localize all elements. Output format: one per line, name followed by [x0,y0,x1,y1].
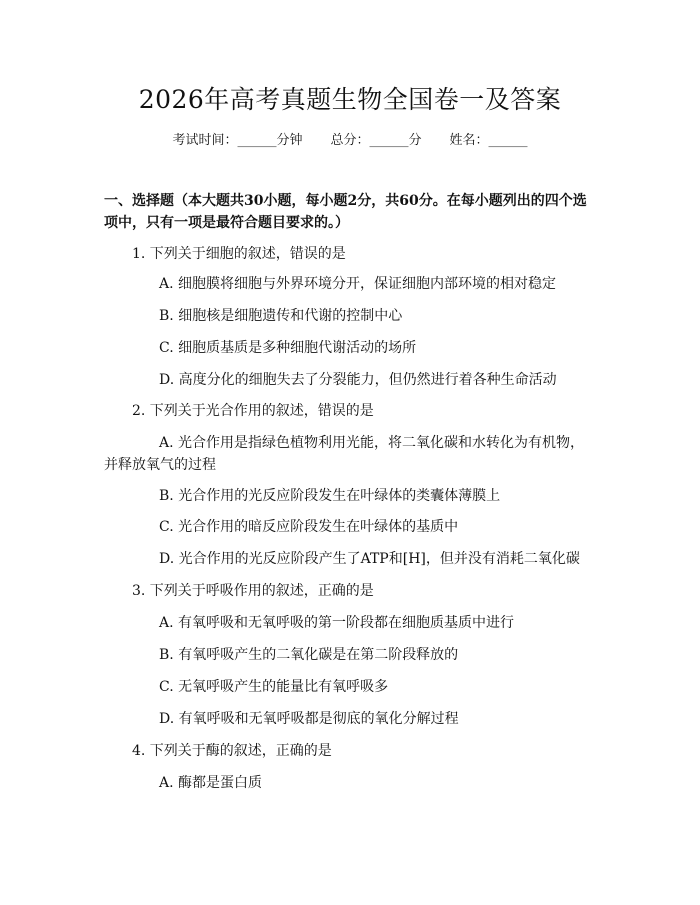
total-score-field: 总分：______分 [330,133,422,148]
question-3-stem: 3. 下列关于呼吸作用的叙述，正确的是 [132,583,374,599]
question-2-option-d: D. 光合作用的光反应阶段产生了ATP和[H]，但并没有消耗二氧化碳 [159,551,580,567]
question-2-option-c: C. 光合作用的暗反应阶段发生在叶绿体的基质中 [159,519,459,535]
question-1-stem: 1. 下列关于细胞的叙述，错误的是 [132,246,346,262]
question-2-option-a: A. 光合作用是指绿色植物利用光能，将二氧化碳和水转化为有机物，并释放氧气的过程 [104,435,585,473]
page-title: 2026年高考真题生物全国卷一及答案 [138,85,562,114]
question-4-stem: 4. 下列关于酶的叙述，正确的是 [132,743,332,759]
question-3-option-c: C. 无氧呼吸产生的能量比有氧呼吸多 [159,679,389,695]
exam-time-field: 考试时间：______分钟 [172,133,303,148]
question-3-option-d: D. 有氧呼吸和无氧呼吸都是彻底的氧化分解过程 [159,711,459,727]
question-2-stem: 2. 下列关于光合作用的叙述，错误的是 [132,403,374,419]
question-4-option-a: A. 酶都是蛋白质 [159,775,263,791]
question-1-option-a: A. 细胞膜将细胞与外界环境分开，保证细胞内部环境的相对稳定 [159,276,557,292]
question-1-option-c: C. 细胞质基质是多种细胞代谢活动的场所 [159,340,417,356]
question-1-option-d: D. 高度分化的细胞失去了分裂能力，但仍然进行着各种生命活动 [159,372,557,388]
question-3-option-a: A. 有氧呼吸和无氧呼吸的第一阶段都在细胞质基质中进行 [159,615,515,631]
section-heading: 一、选择题（本大题共30小题，每小题2分，共60分。在每小题列出的四个选项中，只有一项是最符合题目要求的。） [104,193,587,231]
question-1-option-b: B. 细胞核是细胞遗传和代谢的控制中心 [159,308,403,324]
exam-info [0,131,700,151]
student-name-field: 姓名：______ [449,133,528,148]
question-2-option-b: B. 光合作用的光反应阶段发生在叶绿体的类囊体薄膜上 [159,488,501,504]
question-3-option-b: B. 有氧呼吸产生的二氧化碳是在第二阶段释放的 [159,647,459,663]
